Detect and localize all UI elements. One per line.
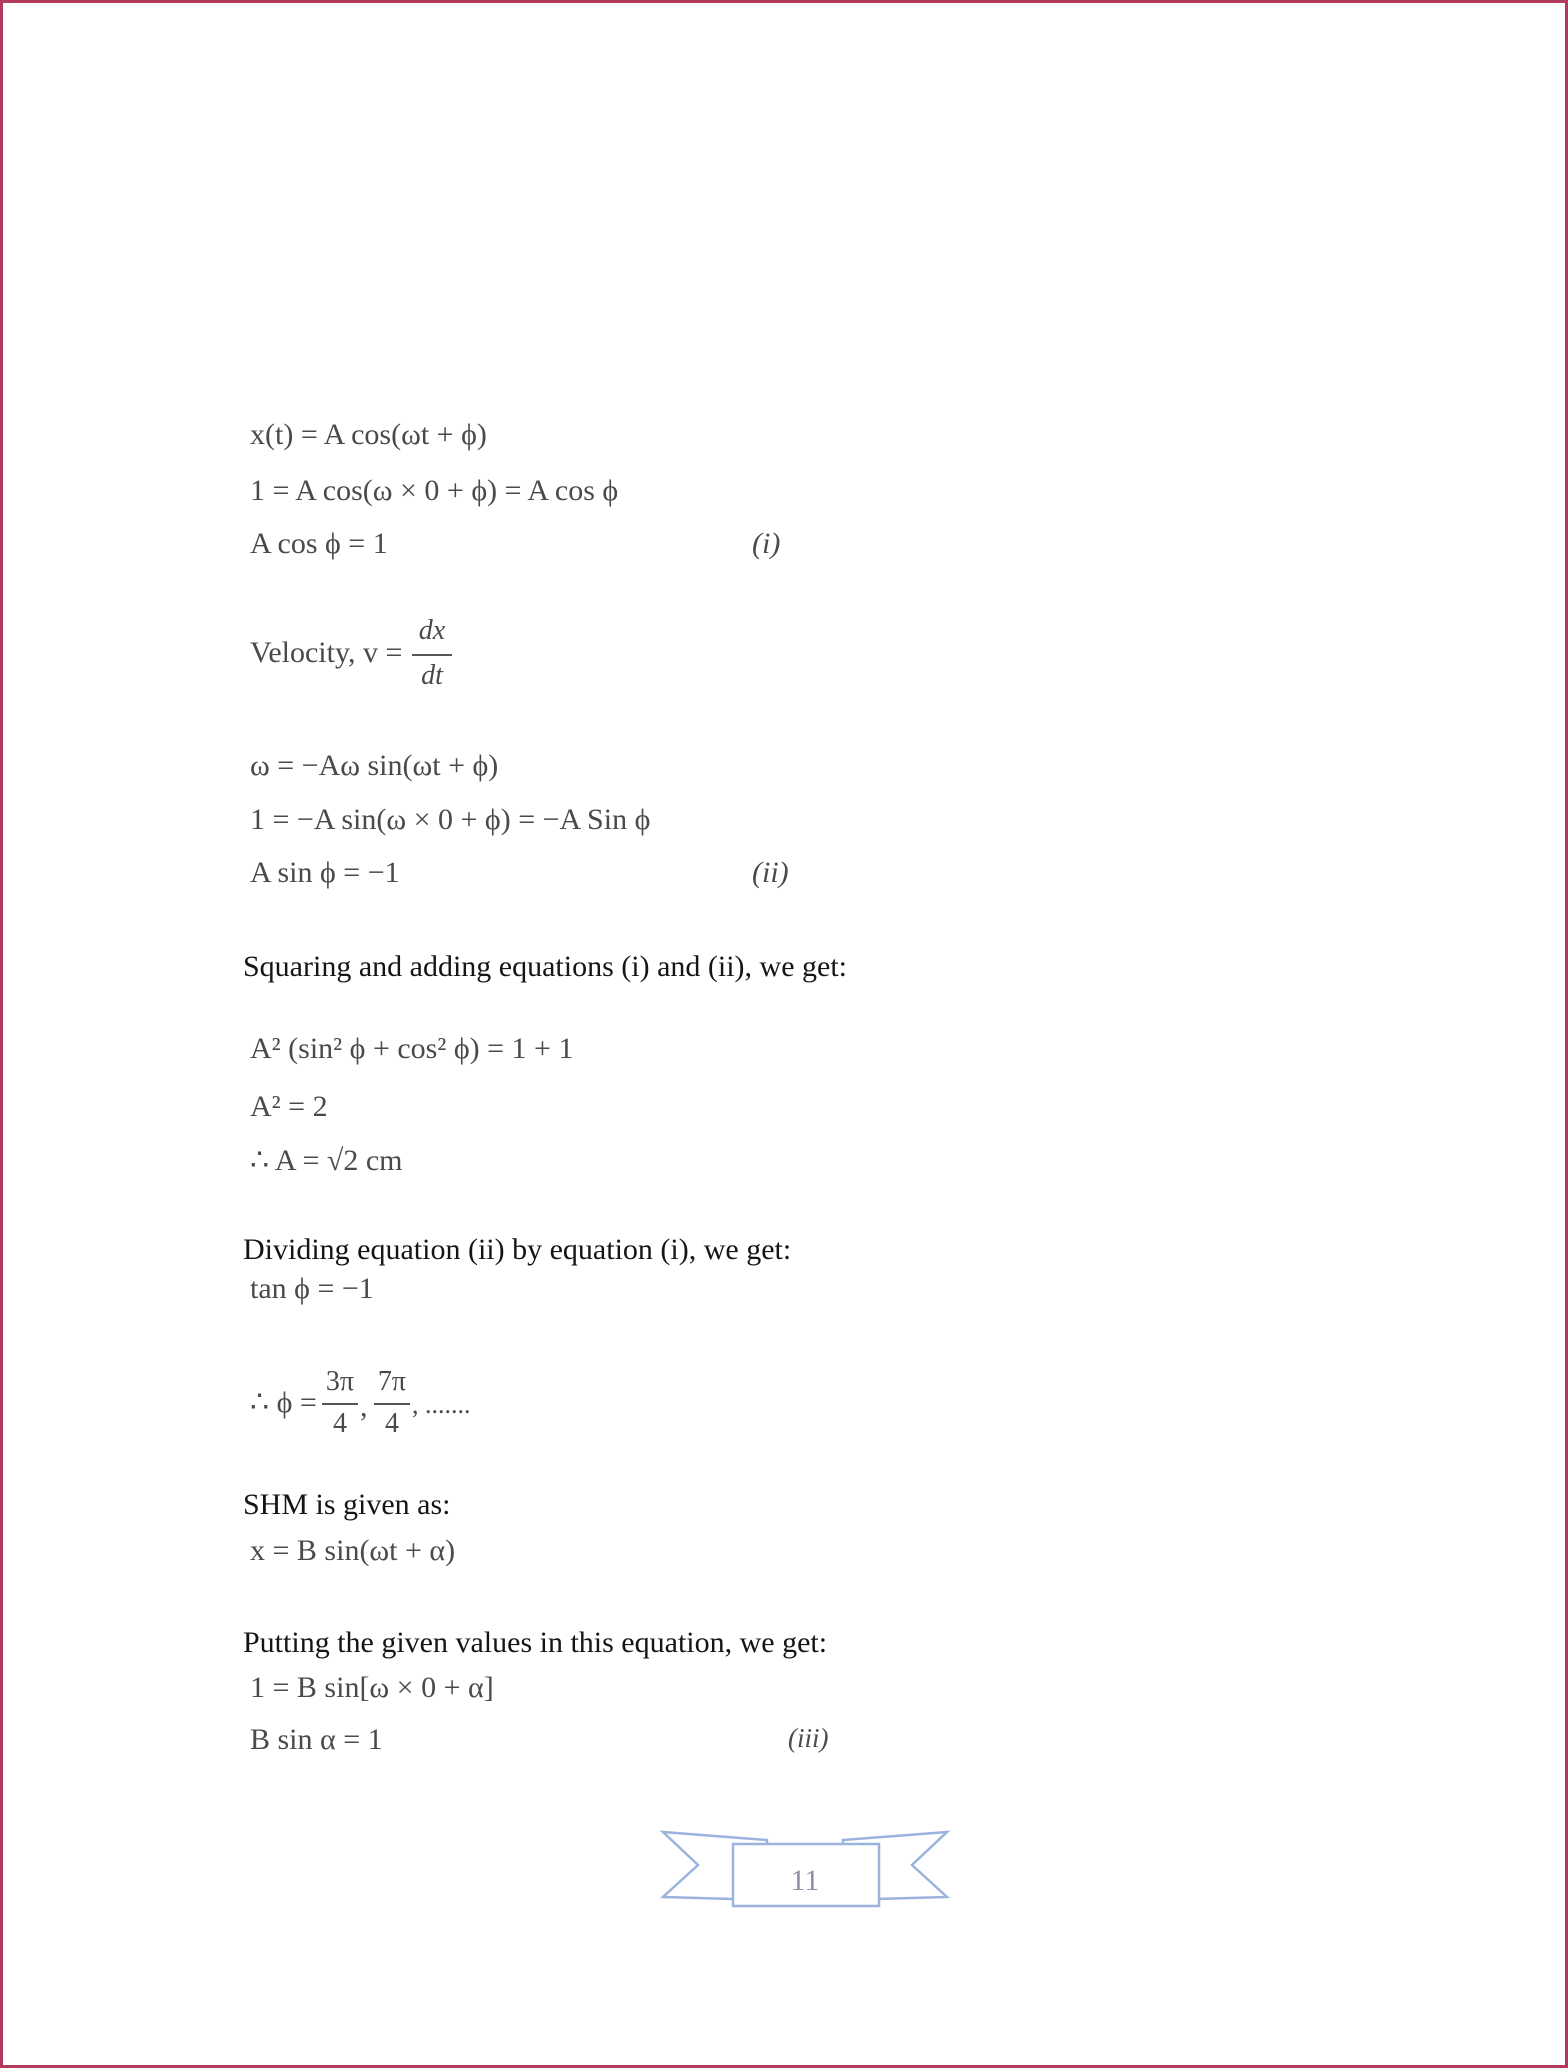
- equation-squared-sum: A² (sin² ϕ + cos² ϕ) = 1 + 1: [250, 1032, 574, 1065]
- page-number: 11: [790, 1864, 820, 1897]
- fraction-bar: [322, 1403, 358, 1405]
- velocity-numerator: dx: [418, 615, 446, 646]
- phi-suffix: , .......: [412, 1390, 471, 1419]
- shm-text: SHM is given as:: [243, 1488, 451, 1521]
- equation-initial-velocity: 1 = −A sin(ω × 0 + ϕ) = −A Sin ϕ: [250, 803, 651, 836]
- equation-tag-ii: (ii): [752, 856, 789, 889]
- equation-iii: B sin α = 1: [250, 1723, 383, 1756]
- squaring-text: Squaring and adding equations (i) and (ii), we get:: [243, 950, 848, 983]
- putting-text: Putting the given values in this equation, we get:: [243, 1626, 828, 1659]
- equation-initial-shm: 1 = B sin[ω × 0 + α]: [250, 1671, 494, 1704]
- equation-position: x(t) = A cos(ωt + ϕ): [250, 418, 487, 451]
- fraction-bar: [374, 1403, 410, 1405]
- equation-i: A cos ϕ = 1: [250, 527, 388, 560]
- equation-tag-i: (i): [752, 527, 781, 560]
- comma: ,: [360, 1390, 368, 1423]
- equation-tag-iii: (iii): [788, 1723, 829, 1753]
- equation-initial-position: 1 = A cos(ω × 0 + ϕ) = A cos ϕ: [250, 474, 619, 507]
- phi-denominator-1: 4: [333, 1408, 347, 1439]
- equation-amplitude: ∴ A = √2 cm: [250, 1144, 403, 1177]
- equation-a-squared: A² = 2: [250, 1090, 328, 1123]
- phi-numerator-2: 7π: [377, 1366, 407, 1397]
- equation-shm: x = B sin(ωt + α): [250, 1534, 456, 1567]
- phi-denominator-2: 4: [385, 1408, 399, 1439]
- phi-prefix: ∴ ϕ =: [250, 1386, 317, 1419]
- equation-velocity: ω = −Aω sin(ωt + ϕ): [250, 749, 499, 782]
- phi-numerator-1: 3π: [325, 1366, 355, 1397]
- fraction-bar: [412, 654, 452, 656]
- equation-ii: A sin ϕ = −1: [250, 856, 400, 889]
- velocity-denominator: dt: [421, 660, 443, 691]
- equation-tan: tan ϕ = −1: [250, 1272, 374, 1305]
- dividing-text: Dividing equation (ii) by equation (i), we get:: [243, 1233, 792, 1266]
- velocity-label: Velocity, v =: [250, 636, 403, 669]
